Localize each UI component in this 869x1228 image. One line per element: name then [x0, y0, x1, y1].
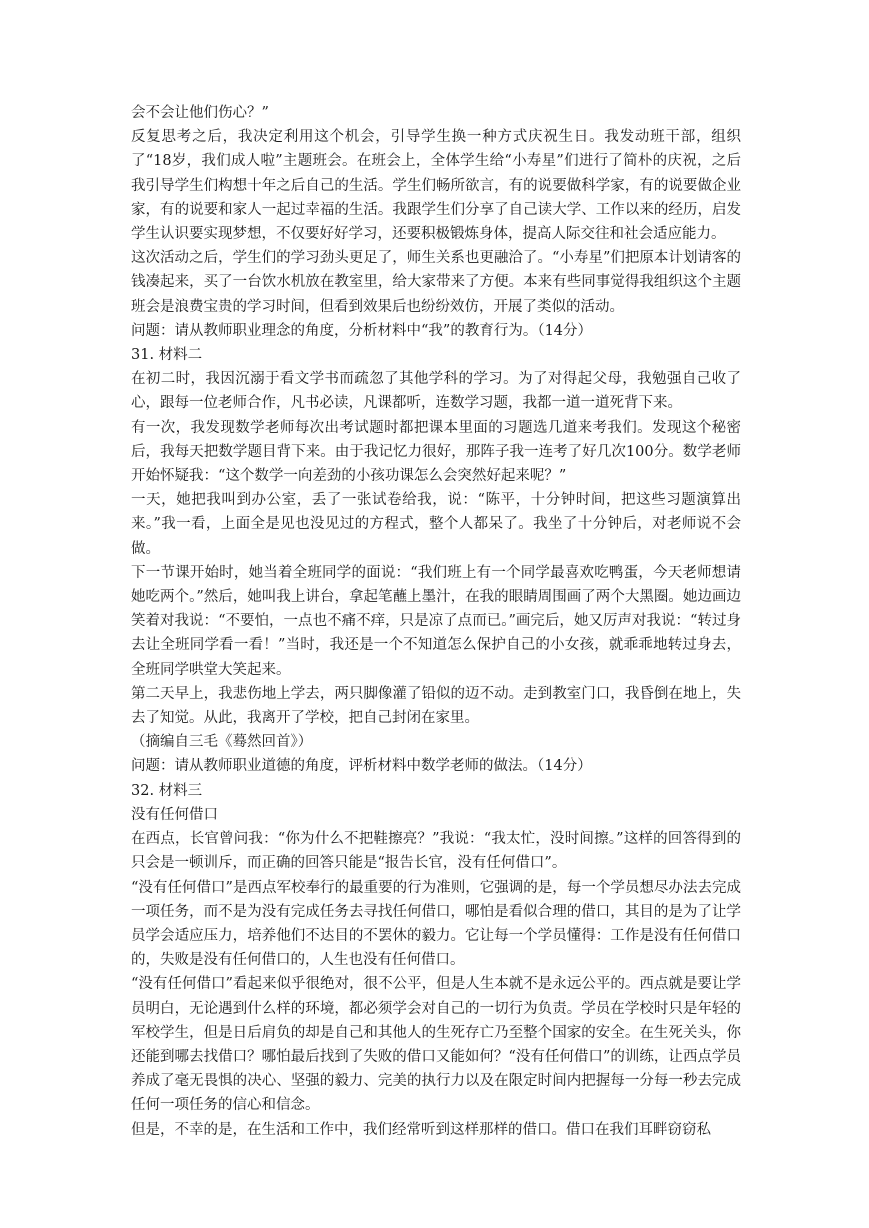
- text-paragraph: “没有任何借口”是西点军校奉行的最重要的行为准则，它强调的是，每一个学员想尽办法去完成一项任务，而不是为没有完成任务去寻找任何借口，哪怕是看似合理的借口，其目的是为了让学员学会适应压力，培养他们不达目的不罢休的毅力。它让每一个学员懂得：工作是没有任何借口的，失败是没有任何借口的，人生也没有任何借口。: [131, 879, 741, 969]
- question-prompt: 问题：请从教师职业理念的角度，分析材料中“我”的教育行为。（14分）: [131, 322, 593, 339]
- text-paragraph: 有一次，我发现数学老师每次出考试题时都把课本里面的习题选几道来考我们。发现这个秘密后，我每天把数学题目背下来。由于我记忆力很好，那阵子我一连考了好几次100分。数学老师开始怀疑我：“这个数学一向差劲的小孩功课怎么会突然好起来呢？”: [131, 419, 741, 485]
- question-number: 32. 材料三: [131, 782, 203, 799]
- text-paragraph: 这次活动之后，学生们的学习劲头更足了，师生关系也更融洽了。“小寿星”们把原本计划请客的钱凑起来，买了一台饮水机放在教室里，给大家带来了方便。本来有些同事觉得我组织这个主题班会是浪费宝贵的学习时间，但看到效果后也纷纷效仿，开展了类似的活动。: [131, 250, 741, 315]
- text-paragraph: “没有任何借口”看起来似乎很绝对，很不公平，但是人生本就不是永远公平的。西点就是要让学员明白，无论遇到什么样的环境，都必须学会对自己的一切行为负责。学员在学校时只是年轻的军校学生，但是日后肩负的却是自己和其他人的生死存亡乃至整个国家的安全。在生死关头，你还能到哪去找借口？哪怕最后找到了失败的借口又能如何？“没有任何借口”的训练，让西点学员养成了毫无畏惧的决心、坚强的毅力、完美的执行力以及在限定时间内把握每一分每一秒去完成任何一项任务的信心和信念。: [131, 976, 741, 1114]
- question-number: 31. 材料二: [131, 347, 203, 364]
- text-paragraph: 第二天早上，我悲伤地上学去，两只脚像灌了铅似的迈不动。走到教室门口，我昏倒在地上，失去了知觉。从此，我离开了学校，把自己封闭在家里。: [131, 685, 741, 727]
- material-title: 没有任何借口: [131, 806, 218, 823]
- question-prompt: 问题：请从教师职业道德的角度，评析材料中数学老师的做法。（14分）: [131, 758, 592, 775]
- text-paragraph: 会不会让他们伤心？”: [131, 105, 269, 121]
- document-body: [131, 101, 741, 1142]
- text-paragraph: 一天，她把我叫到办公室，丢了一张试卷给我，说：“陈平，十分钟时间，把这些习题演算出来。”我一看，上面全是见也没见过的方程式，整个人都呆了。我坐了十分钟后，对老师说不会做。: [131, 492, 741, 557]
- text-paragraph: 反复思考之后，我决定利用这个机会，引导学生换一种方式庆祝生日。我发动班干部，组织了“18岁，我们成人啦”主题班会。在班会上，全体学生给“小寿星”们进行了简朴的庆祝，之后我引导学生们构想十年之后自己的生活。学生们畅所欲言，有的说要做科学家，有的说要做企业家，有的说要和家人一起过幸福的生活。我跟学生们分享了自己读大学、工作以来的经历，启发学生认识要实现梦想，不仅要好好学习，还要积极锻炼身体，提高人际交往和社会适应能力。: [131, 129, 741, 243]
- text-paragraph: 下一节课开始时，她当着全班同学的面说：“我们班上有一个同学最喜欢吃鸭蛋，今天老师想请她吃两个。”然后，她叫我上讲台，拿起笔蘸上墨汁，在我的眼睛周围画了两个大黑圈。她边画边笑着对我说：“不要怕，一点也不痛不痒，只是凉了点而已。”画完后，她又厉声对我说：“转过身去让全班同学看一看！”当时，我还是一个不知道怎么保护自己的小女孩，就乖乖地转过身去，全班同学哄堂大笑起来。: [131, 564, 741, 678]
- source-citation: （摘编自三毛《蓦然回首》）: [131, 734, 313, 751]
- text-paragraph: 但是，不幸的是，在生活和工作中，我们经常听到这样那样的借口。借口在我们耳畔窃窃私: [131, 1121, 711, 1138]
- text-paragraph: 在西点，长官曾问我：“你为什么不把鞋擦亮？”我说：“我太忙，没时间擦。”这样的回答得到的只会是一顿训斥，而正确的回答只能是“报告长官，没有任何借口”。: [131, 831, 741, 872]
- text-paragraph: 在初二时，我因沉溺于看文学书而疏忽了其他学科的学习。为了对得起父母，我勉强自己收了心，跟每一位老师合作，凡书必读，凡课都听，连数学习题，我都一道一道死背下来。: [131, 371, 741, 412]
